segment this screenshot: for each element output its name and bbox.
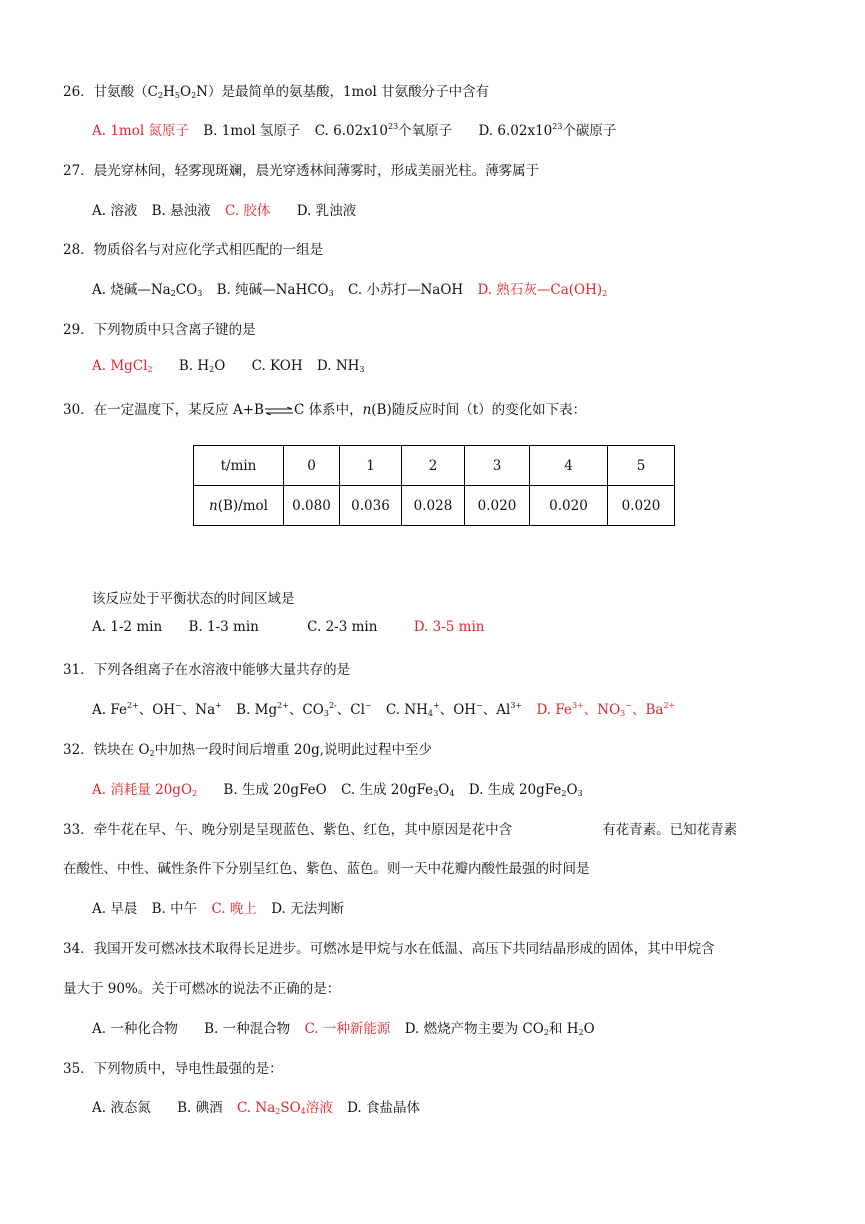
q35-options: [92, 1096, 420, 1116]
q30-table: [193, 445, 675, 526]
q31-option-d[interactable]: D. $Fe^{3+}$、$NO_3^-$、$Ba^{2+}$: [536, 701, 676, 718]
q29-option-b[interactable]: B. $H_2O$: [178, 358, 226, 374]
q31-option-b[interactable]: B. $Mg^{2+}$、$CO_3^{2-}$、Cl−: [236, 701, 372, 718]
q29-stem: 29．下列物质中只含离子键的是: [63, 322, 256, 338]
q26-option-d[interactable]: D. $6.02x10^{23}$个碳原子: [478, 122, 617, 139]
q30-option-a[interactable]: A. 1-2 min: [92, 619, 163, 635]
q32-option-b[interactable]: B. 生成 20gFeO: [223, 782, 327, 798]
q34-option-c[interactable]: C. 一种新能源: [304, 1021, 391, 1037]
table-row-label: n(B)/mol: [194, 486, 284, 526]
q29-option-c[interactable]: C. KOH: [251, 358, 303, 374]
q32-options: [92, 778, 583, 798]
q31-option-a[interactable]: A. $Fe^{2+}$、OH−、Na+: [92, 701, 222, 718]
q28-option-d[interactable]: D. 熟石灰$—Ca(OH)_2$: [477, 282, 608, 298]
table-cell: 0.036: [340, 486, 402, 526]
q35-option-d[interactable]: D. 食盐晶体: [347, 1100, 420, 1116]
table-cell: 0.020: [530, 486, 608, 526]
table-row: [194, 486, 675, 526]
q30-option-d[interactable]: D. 3-5 min: [413, 619, 485, 635]
q32-option-c[interactable]: C. 生成 $20gFe_3O_4$: [341, 782, 455, 798]
q33-option-b[interactable]: B. 中午: [151, 901, 198, 917]
q27-option-b[interactable]: B. 悬浊液: [151, 203, 211, 219]
q26-option-b[interactable]: B. 1mol 氢原子: [203, 123, 301, 139]
q35-option-a[interactable]: A. 液态氮: [92, 1100, 151, 1116]
q28-options: [92, 278, 607, 298]
q34-option-b[interactable]: B. 一种混合物: [204, 1021, 291, 1037]
q28-option-a[interactable]: A. 烧碱$—Na_2CO_3$: [92, 282, 203, 298]
q32-option-a[interactable]: A. 消耗量 $20gO_2$: [92, 782, 198, 798]
table-cell: 0.020: [465, 486, 530, 526]
q31-stem: 31．下列各组离子在水溶液中能够大量共存的是: [63, 662, 351, 678]
q30-option-c[interactable]: C. 2-3 min: [307, 619, 378, 635]
q35-option-c[interactable]: C. $Na_2SO_4$溶液: [236, 1100, 333, 1116]
q27-option-c[interactable]: C. 胶体: [224, 203, 271, 219]
q34-options: [92, 1017, 595, 1037]
q32-stem: 32．铁块在 $O_2$中加热一段时间后增重 20g,说明此过程中至少: [63, 742, 433, 758]
equilibrium-arrow-icon: [264, 407, 294, 415]
q33-options: [92, 897, 344, 917]
q35-option-b[interactable]: B. 碘酒: [177, 1100, 223, 1116]
q33-stem: 33．牵牛花在早、午、晚分别是呈现蓝色、紫色、红色，其中原因是花中含 有花青素。已知花青素: [63, 822, 738, 838]
q30-sub-stem: 该反应处于平衡状态的时间区域是: [92, 591, 295, 607]
q26-options: [92, 119, 616, 139]
q33-option-a[interactable]: A. 早晨: [92, 901, 138, 917]
q33-option-c[interactable]: C. 晚上: [211, 901, 257, 917]
table-header-cell: 1: [340, 446, 402, 486]
table-header-cell: 4: [530, 446, 608, 486]
table-header-cell: 3: [465, 446, 530, 486]
q27-options: [92, 199, 356, 219]
q28-option-c[interactable]: C. 小苏打—NaOH: [348, 282, 464, 298]
q26-stem: 26．甘氨酸$(C_2H_5O_2N)$是最简单的氨基酸，1mol 甘氨酸分子中含有: [63, 84, 490, 100]
q33-option-d[interactable]: D. 无法判断: [271, 901, 345, 917]
q34-stem-line2: 量大于 90%。关于可燃冰的说法不正确的是：: [63, 981, 341, 997]
q31-options: [92, 698, 675, 718]
table-cell: 0.080: [284, 486, 340, 526]
q31-option-c[interactable]: C. $NH_4^+$、OH−、$Al^{3+}$: [385, 701, 523, 718]
q33-stem-line2: 在酸性、中性、碱性条件下分别呈红色、紫色、蓝色。则一天中花瓣内酸性最强的时间是: [63, 861, 590, 877]
q30-option-b[interactable]: B. 1-3 min: [188, 619, 259, 635]
q34-stem: 34．我国开发可燃冰技术取得长足进步。可燃冰是甲烷与水在低温、高压下共同结晶形成的固体，其中甲烷含: [63, 941, 715, 957]
q32-option-d[interactable]: D. 生成 $20gFe_2O_3$: [468, 782, 583, 798]
q30-stem: 30．在一定温度下，某反应 A+B C 体系中，n(B)随反应时间（t）的变化如下表：: [63, 402, 587, 418]
table-header-cell: 5: [608, 446, 675, 486]
q34-option-a[interactable]: A. 一种化合物: [92, 1021, 178, 1037]
q29-options: [92, 358, 365, 374]
q30-options: [92, 619, 485, 635]
q29-option-d[interactable]: D. $NH_3$: [316, 358, 365, 374]
q26-option-a[interactable]: A. 1mol 氮原子: [92, 123, 189, 139]
table-row: [194, 446, 675, 486]
q29-option-a[interactable]: A. MgCl$_2$: [92, 358, 153, 374]
q27-option-d[interactable]: D. 乳浊液: [296, 203, 357, 219]
table-header-cell: 2: [402, 446, 465, 486]
table-cell: 0.020: [608, 486, 675, 526]
table-header-cell: 0: [284, 446, 340, 486]
q27-option-a[interactable]: A. 溶液: [92, 203, 138, 219]
table-cell: 0.028: [402, 486, 465, 526]
q28-stem: 28．物质俗名与对应化学式相匹配的一组是: [63, 242, 324, 258]
q34-option-d[interactable]: D. 燃烧产物主要为 $CO_2$和 $H_2O$: [404, 1021, 595, 1037]
q35-stem: 35．下列物质中，导电性最强的是：: [63, 1061, 283, 1077]
table-header-cell: t/min: [194, 446, 284, 486]
q26-option-c[interactable]: C. $6.02x10^{23}$个氧原子: [314, 122, 453, 139]
q28-option-b[interactable]: B. 纯碱—NaHCO$_3$: [216, 282, 334, 298]
q27-stem: 27．晨光穿林间，轻雾现斑斓，晨光穿透林间薄雾时，形成美丽光柱。薄雾属于: [63, 163, 540, 179]
